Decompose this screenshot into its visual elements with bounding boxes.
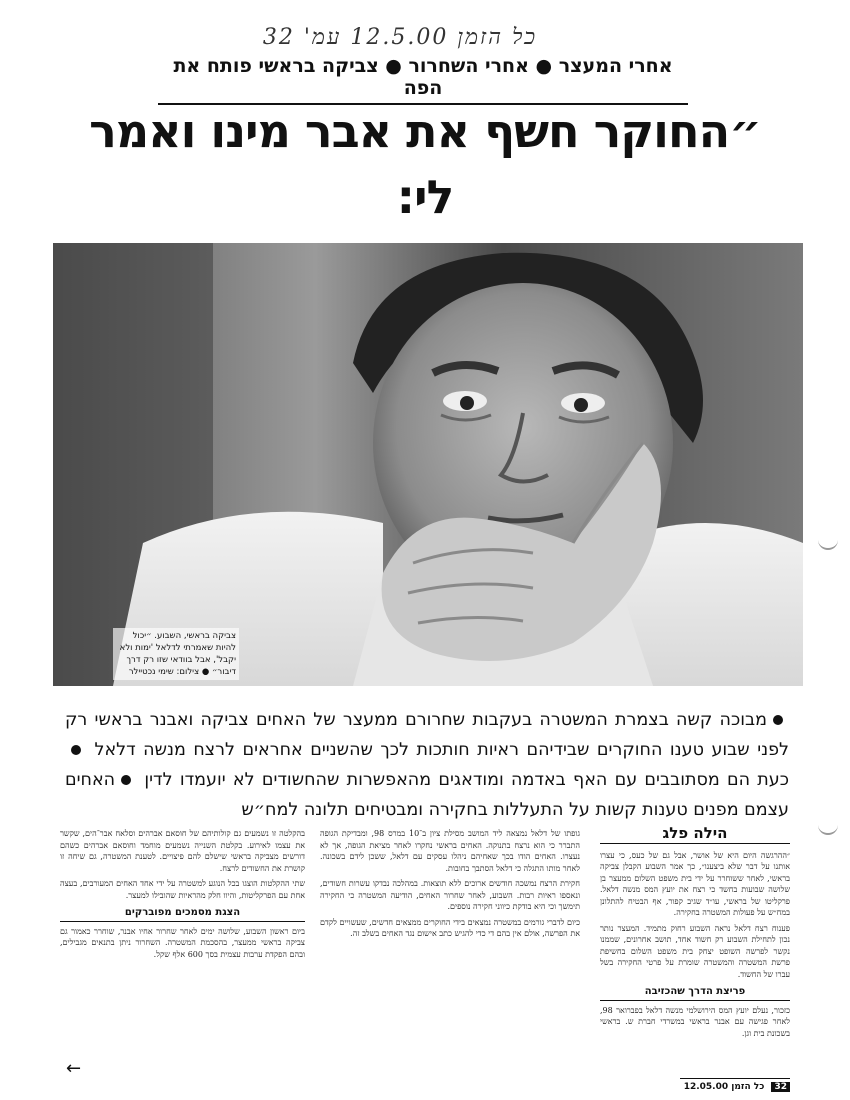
column-paragraph: בהקלטה זו נשמעים גם קולותיהם של חוסאם אברהים וסלאח אבר־הים, שקשר את עצמו לאירוע. בקלטת השנייה נשמעים מוחמד וחוסאם אברהים כשהם דורשים מצביקה בראשי שישלם להם פיצויים. לטענת המשטרה, גם שיחה זו קושרת את החשודים לרצח.: [60, 829, 305, 873]
subheading: הצגת מסמכים מפוברקים: [60, 907, 305, 922]
page-folio: [680, 1078, 790, 1092]
column-paragraph: ביום ראשון השבוע, שלושה ימים לאחר שחרור אחיו אבנר, שוחרר כאמור גם צביקה בראשי ממעצר, בהסכמת המשטרה. השחרור ניתן בתנאים מגבילים, ובהם הפקדת ערבות עצמית בסך 600 אלף שקל.: [60, 926, 305, 959]
article-column-2: [320, 828, 580, 944]
lead-part-1: מבוכה קשה בצמרת המשטרה בעקבות שחרורם ממעצר של האחים צביקה ואבנר בראשי רק לפני שבוע טענו החוקרים שבידיהם ראיות חותכות לכך שהשניים אחראים לרצח מנשה דלאל: [65, 710, 789, 760]
article-column-3: [60, 828, 305, 964]
lead-part-2: כעת הם מסתובבים עם האף באדמה ומודאגים מהאפשרות שהחשודים לא יועמדו לדין: [144, 770, 789, 790]
column-paragraph: כיום לדברי גורמים במשטרה נמצאים בידי החוקרים ממצאים חדשים, שעשויים לקדם את הפרשה, אולם אין בהם די כדי להגיש כתב אישום נגד האחים בשלב זה.: [320, 917, 580, 938]
portrait-image: [53, 243, 803, 686]
byline: הילה פלג: [600, 828, 790, 844]
photo-caption: צביקה בראשי, השבוע. ״יכול להיות שאמרתי לדלאל 'ימות ולא יקבל', אבל בוודאי שזו רק דרך דיבור״ ● צילום: שימי נכטיילר: [113, 628, 239, 680]
column-paragraph: ״ההרגשה היום היא של אושר, אבל גם של כעס, כי עצרו אותנו על דבר שלא ביצענו״, כך אמר השבוע הקבלן צביקה בראשי, לאחר ששוחרר על ידי בית משפט השלום ממעצר בן שלושה שבועות בחשד כי רצח את יועץ המס מנשה דלאל. פרקליטו של בראשי, עו״ד שגיב קפור, אף הבטיח להתלונן במח״ש על פעולות המשטרה בחקירה.: [600, 850, 790, 917]
handwritten-note: כל הזמן 12.5.00 עמ' 32: [262, 25, 538, 50]
publication-name: כל הזמן: [731, 1082, 765, 1092]
portrait-photo: [53, 243, 803, 686]
kicker: אחרי המעצר ● אחרי השחרור ● צביקה בראשי פותח את הפה: [158, 55, 688, 105]
column-paragraph: גופתו של דלאל נמצאה ליד המושב מסילת ציון ב־10 במרס 98, ומבדיקת הגופה התברר כי הוא נרצח בתנוקה. האחים בראשי נחקרו לאחר מציאת הגופה, אך לא נעצרו. האחים הודו בכך שאחיהם ניהלו עסקים עם דלאל, ששכן לידם בשכונה. לאחר מותו התגלה כי דלאל הסתבך בחובות.: [320, 829, 581, 873]
column-paragraph: חקירת הרצח נמשכה חודשים ארוכים ללא תוצאות. במהלכה נבדקו עשרות חשודים, ונאספו ראיות רבות. השבוע, לאחר שחרור האחים, הודיעה המשטרה כי החקירה תימשך וכי היא בודקת כיווני חקירה נוספים.: [320, 879, 580, 911]
column-paragraph: כזכור, נעלם יועץ המס הירושלמי מנשה דלאל בפברואר 98, לאחר פגישה עם אבנר בראשי במשרדי חברת ש. בראשי בשכונת בית וגן.: [600, 1005, 790, 1038]
lead-part-3: האחים עצמם מפנים טענות קשות על התעללות בחקירה ומבטיחים תלונה למח״ש: [65, 770, 789, 820]
subheading: פריצת הדרך שהכזיבה: [600, 986, 790, 1001]
issue-date: 12.05.00: [683, 1082, 729, 1092]
continued-arrow-icon: ←: [66, 1058, 82, 1079]
article-column-1: [600, 824, 790, 1043]
column-paragraph: פענוח רצח דלאל נראה השבוע רחוק מתמיד. המעצר נותר נכון לתחילת השבוע רק חשוד אחד, תושב אחרונים, שממנו נקשר לפרשה השופט יצחק בית משפט השלום בחשיפת פרשת המשטרה והמשטרה שומרת על פרטי החקירה בשל עברו של החשוד.: [600, 923, 790, 979]
bullet-icon: [773, 715, 783, 725]
bullet-icon: [121, 775, 131, 785]
scan-edge-mark: [818, 825, 838, 835]
lead-paragraph: [65, 705, 789, 825]
page-number: 32: [771, 1082, 790, 1092]
column-paragraph: שתי ההקלטות הוצגו בכל הנוגע למשטרה על ידי אחד האחים המעורבים, בעצה אחת עם הפרקליטות, והיוו חלק מהראיות שהובילו למעצר.: [60, 879, 305, 900]
headline-line-1: ״החוקר חשף את אבר מינו ואמר לי:: [89, 104, 761, 224]
scan-edge-mark: [818, 540, 838, 550]
bullet-icon: [71, 745, 81, 755]
